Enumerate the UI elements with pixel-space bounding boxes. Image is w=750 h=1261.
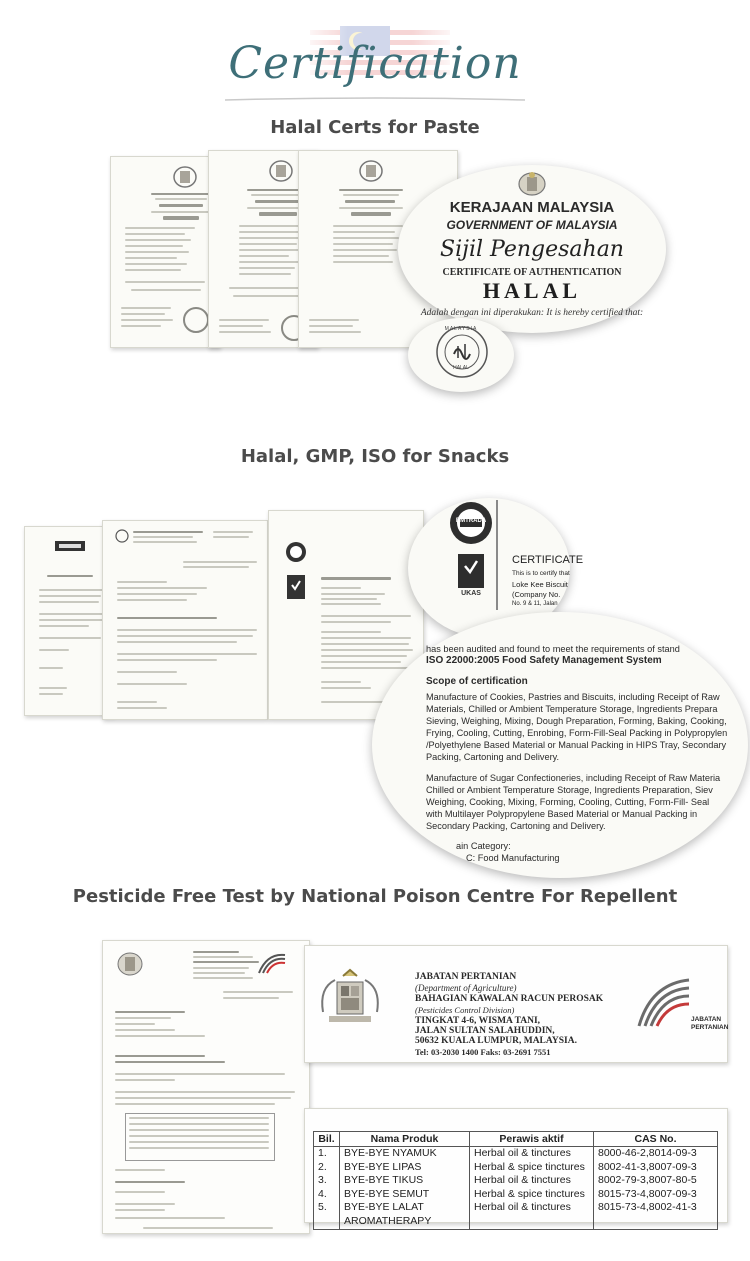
- scope-line: Manufacture of Cookies, Pastries and Biscuits, including Receipt of Raw: [426, 692, 720, 702]
- table-row: [314, 1147, 718, 1161]
- table-cell: 8015-73-4,8002-41-3: [594, 1201, 718, 1215]
- scope-line: Secondary Packing, Cartoning and Delivery.: [426, 821, 606, 831]
- division-name: BAHAGIAN KAWALAN RACUN PEROSAK: [415, 994, 604, 1004]
- zoom-certified-that: Adalah dengan ini diperakukan: It is hereby certified that:: [420, 308, 644, 318]
- table-row: [314, 1174, 718, 1188]
- table-cell: BYE-BYE LIPAS: [340, 1161, 470, 1175]
- division-english: (Pesticides Control Division): [415, 1005, 515, 1015]
- section-heading-halal-paste: Halal Certs for Paste: [270, 117, 480, 138]
- product-table: [313, 1131, 718, 1230]
- scope-line: Frying, Cooling, Cutting, Enrobing, Form-Fill-Seal Packing in Polypropylen: [426, 728, 728, 738]
- malaysia-crest-icon: [357, 159, 385, 183]
- table-cell: 4.: [314, 1188, 340, 1202]
- malaysia-crest-icon: [115, 951, 145, 977]
- table-row: [314, 1188, 718, 1202]
- bm-trada-logo-icon: [55, 541, 85, 551]
- malaysia-crest-icon: [171, 165, 199, 189]
- iso-scope-zoom: [372, 612, 748, 878]
- zoom-government-malay: KERAJAAN MALAYSIA: [449, 199, 615, 216]
- scope-line: Chilled or Ambient Temperature Storage, Ingredients Preparation, Siev: [426, 785, 713, 795]
- table-cell: 8002-79-3,8007-80-5: [594, 1174, 718, 1188]
- company-address: No. 9 & 11, Jalan: [512, 601, 558, 607]
- main-category: ain Category:: [456, 841, 511, 851]
- scope-line: Sieving, Weighing, Mixing, Dough Preparation, Forming, Baking, Cooking,: [426, 716, 727, 726]
- column-header: Perawis aktif: [470, 1132, 594, 1147]
- table-cell: Herbal & spice tinctures: [470, 1161, 594, 1175]
- table-row: [314, 1161, 718, 1175]
- zoom-halal: HALAL: [482, 278, 582, 303]
- table-cell: Herbal oil & tinctures: [470, 1174, 594, 1188]
- malaysia-crest-icon: [267, 159, 295, 183]
- table-cell: [314, 1215, 340, 1229]
- section-heading-pesticide: Pesticide Free Test by National Poison Centre For Repellent: [72, 886, 678, 907]
- jabatan-pertanian-logo-icon: [633, 974, 693, 1028]
- zoom-certificate-of-authentication: CERTIFICATE OF AUTHENTICATION: [442, 267, 622, 278]
- table-cell: 1.: [314, 1147, 340, 1161]
- malaysia-crest-icon: [516, 171, 548, 197]
- table-cell: 5.: [314, 1201, 340, 1215]
- food-manufacturing: C: Food Manufacturing: [466, 853, 560, 863]
- table-cell: [594, 1215, 718, 1229]
- bm-trada-seal-icon: [285, 541, 307, 563]
- table-cell: BYE-BYE SEMUT: [340, 1188, 470, 1202]
- jakim-logo-icon: [115, 529, 129, 543]
- halal-seal-icon: [434, 324, 490, 380]
- halal-certificate-1: [110, 156, 220, 348]
- zoom-government-english: GOVERNMENT OF MALAYSIA: [446, 218, 618, 232]
- title-underline-divider: [225, 96, 525, 102]
- scope-line: /Polyethylene Based Material or Manual Packing in HIPS Tray, Secondary: [426, 740, 727, 750]
- table-cell: BYE-BYE NYAMUK: [340, 1147, 470, 1161]
- contact-line: Tel: 03-2030 1400 Faks: 03-2691 7551: [415, 1047, 551, 1057]
- halal-snacks-letter-sheet: [102, 520, 268, 720]
- table-row: [314, 1215, 718, 1229]
- certification-header: [0, 0, 750, 110]
- scope-line: Packing, Cartoning and Delivery.: [426, 752, 560, 762]
- dept-english: (Department of Agriculture): [415, 983, 517, 993]
- address-line: 50632 KUALA LUMPUR, MALAYSIA.: [415, 1036, 577, 1046]
- ukas-label: UKAS: [461, 590, 481, 597]
- iso-standard: ISO 22000:2005 Food Safety Management System: [426, 655, 662, 666]
- certify-line: This is to certify that: [512, 570, 570, 577]
- company-name: Loke Kee Biscuit: [512, 580, 568, 589]
- table-cell: Herbal & spice tinctures: [470, 1188, 594, 1202]
- logo-caption: JABATAN PERTANIAN: [691, 1016, 729, 1031]
- scope-line: Manufacture of Sugar Confectioneries, including Receipt of Raw Materia: [426, 773, 721, 783]
- bm-trada-label: BMTRADA: [455, 518, 487, 524]
- table-cell: AROMATHERAPY: [340, 1215, 470, 1229]
- table-cell: 8000-46-2,8014-09-3: [594, 1147, 718, 1161]
- table-cell: BYE-BYE LALAT: [340, 1201, 470, 1215]
- page-title: Certification: [228, 38, 522, 89]
- column-header: CAS No.: [594, 1132, 718, 1147]
- table-cell: 8015-73-4,8007-09-3: [594, 1188, 718, 1202]
- zoom-sijil-pengesahan: Sijil Pengesahan: [440, 237, 624, 262]
- ukas-logo-icon: [287, 575, 305, 599]
- certificate-word: CERTIFICATE: [512, 554, 584, 566]
- ukas-logo-icon: [458, 554, 484, 588]
- table-cell: Herbal oil & tinctures: [470, 1201, 594, 1215]
- malaysia-crest-icon: [315, 968, 385, 1032]
- table-cell: Herbal oil & tinctures: [470, 1147, 594, 1161]
- letterhead-zoom: [304, 945, 728, 1063]
- scope-line: Weighing, Cooking, Mixing, Forming, Cooling, Cutting, Form-Fill- Seal: [426, 797, 710, 807]
- company-number: (Company No.: [512, 590, 561, 599]
- table-cell: [470, 1215, 594, 1229]
- jabatan-pertanian-logo-icon: [257, 951, 287, 975]
- address-line: TINGKAT 4-6, WISMA TANI,: [415, 1016, 541, 1026]
- table-cell: 8002-41-3,8007-09-3: [594, 1161, 718, 1175]
- table-cell: 3.: [314, 1174, 340, 1188]
- scope-line: Materials, Chilled or Ambient Temperature Storage, Ingredients Prepara: [426, 704, 718, 714]
- pesticide-letter-sheet: [102, 940, 310, 1234]
- iso-letter-sheet: [24, 526, 114, 716]
- column-header: Nama Produk: [340, 1132, 470, 1147]
- audited-line: has been audited and found to meet the requirements of stand: [426, 644, 680, 654]
- seal-ring-text: MALAYSIA: [444, 326, 478, 332]
- address-line: JALAN SULTAN SALAHUDDIN,: [415, 1026, 555, 1036]
- seal-label: HALAL: [453, 365, 469, 371]
- product-table-zoom: [304, 1108, 728, 1227]
- table-row: [314, 1201, 718, 1215]
- table-header-row: [314, 1132, 718, 1147]
- column-header: Bil.: [314, 1132, 340, 1147]
- halal-seal-zoom: [408, 318, 514, 392]
- scope-heading: Scope of certification: [426, 676, 528, 687]
- table-cell: 2.: [314, 1161, 340, 1175]
- halal-certificate-zoom: [398, 165, 666, 333]
- section-heading-snacks: Halal, GMP, ISO for Snacks: [240, 446, 510, 467]
- dept-name: JABATAN PERTANIAN: [415, 972, 517, 982]
- table-cell: BYE-BYE TIKUS: [340, 1174, 470, 1188]
- scope-line: with Multilayer Polypropylene Based Material or Manual Packing in: [426, 809, 698, 819]
